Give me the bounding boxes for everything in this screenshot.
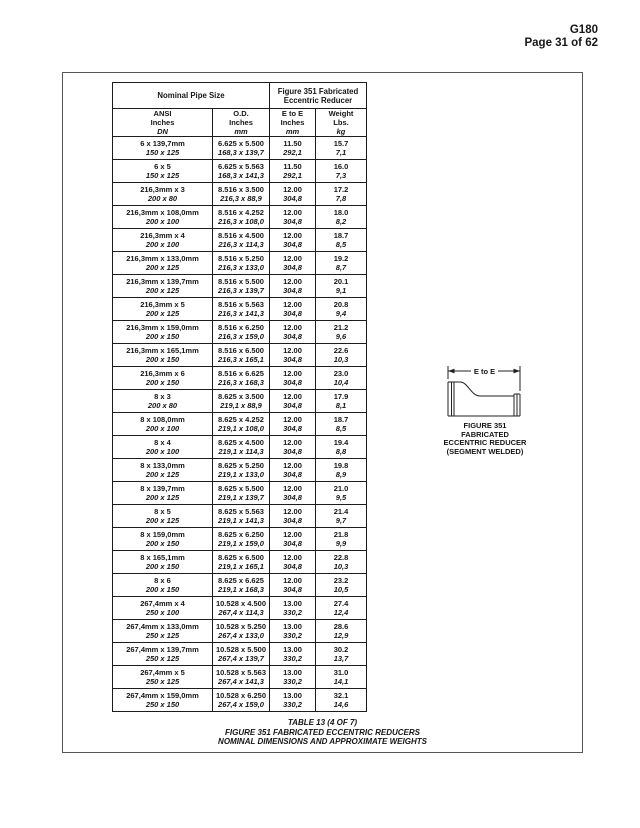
cell-weight: 31.0 14,1 [316, 666, 367, 689]
cell-e-to-e: 12.00 304,8 [270, 252, 316, 275]
cell-ansi-size: 216,3mm x 6 200 x 150 [113, 367, 213, 390]
table-caption-line1: TABLE 13 (4 OF 7) [287, 718, 358, 727]
table-row [113, 344, 367, 367]
table-row [113, 620, 367, 643]
cell-ansi-size: 216,3mm x 4 200 x 100 [113, 229, 213, 252]
table-row [113, 390, 367, 413]
cell-ansi-size: 8 x 139,7mm 200 x 125 [113, 482, 213, 505]
cell-e-to-e: 12.00 304,8 [270, 551, 316, 574]
cell-e-to-e: 12.00 304,8 [270, 344, 316, 367]
figure-caption-line2: FABRICATED [461, 429, 509, 439]
table-row [113, 643, 367, 666]
table-row [113, 321, 367, 344]
cell-ansi-size: 216,3mm x 3 200 x 80 [113, 183, 213, 206]
cell-weight: 32.1 14,6 [316, 689, 367, 712]
cell-e-to-e: 13.00 330,2 [270, 666, 316, 689]
cell-e-to-e: 12.00 304,8 [270, 298, 316, 321]
cell-e-to-e: 12.00 304,8 [270, 321, 316, 344]
cell-e-to-e: 12.00 304,8 [270, 413, 316, 436]
cell-e-to-e: 12.00 304,8 [270, 505, 316, 528]
cell-od: 8.625 x 6.250 219,1 x 159,0 [213, 528, 270, 551]
table-row [113, 528, 367, 551]
cell-ansi-size: 267,4mm x 159,0mm 250 x 150 [113, 689, 213, 712]
cell-od: 8.516 x 3.500 216,3 x 88,9 [213, 183, 270, 206]
cell-ansi-size: 8 x 3 200 x 80 [113, 390, 213, 413]
table-caption-line2: FIGURE 351 FABRICATED ECCENTRIC REDUCERS [225, 727, 420, 737]
cell-weight: 20.1 9,1 [316, 275, 367, 298]
cell-weight: 23.0 10,4 [316, 367, 367, 390]
table-row [113, 482, 367, 505]
cell-weight: 19.8 8,9 [316, 459, 367, 482]
cell-weight: 21.0 9,5 [316, 482, 367, 505]
col-header-e-to-e: E to E Inches mm [270, 109, 316, 137]
doc-code: G180 [569, 24, 598, 36]
group-header-nominal-pipe-size: Nominal Pipe Size [113, 83, 270, 109]
cell-weight: 15.7 7,1 [316, 137, 367, 160]
cell-weight: 21.2 9,6 [316, 321, 367, 344]
cell-ansi-size: 216,3mm x 159,0mm 200 x 150 [113, 321, 213, 344]
table-row [113, 367, 367, 390]
cell-od: 8.625 x 3.500 219,1 x 88,9 [213, 390, 270, 413]
cell-weight: 20.8 9,4 [316, 298, 367, 321]
cell-e-to-e: 12.00 304,8 [270, 436, 316, 459]
page-number-label: Page 31 of 62 [524, 37, 598, 49]
table-row [113, 298, 367, 321]
table-row [113, 574, 367, 597]
cell-ansi-size: 216,3mm x 5 200 x 125 [113, 298, 213, 321]
reducer-small-end [514, 394, 520, 416]
figure-caption-line1: FIGURE 351 [463, 421, 507, 430]
cell-weight: 28.6 12,9 [316, 620, 367, 643]
table-row [113, 459, 367, 482]
figure-caption-line3: ECCENTRIC REDUCER [443, 438, 527, 447]
cell-e-to-e: 13.00 330,2 [270, 597, 316, 620]
cell-od: 8.625 x 6.625 219,1 x 168,3 [213, 574, 270, 597]
cell-e-to-e: 12.00 304,8 [270, 183, 316, 206]
col-header-weight: Weight Lbs. kg [316, 109, 367, 137]
cell-weight: 30.2 13,7 [316, 643, 367, 666]
cell-weight: 19.2 8,7 [316, 252, 367, 275]
cell-od: 10.528 x 5.250 267,4 x 133,0 [213, 620, 270, 643]
cell-e-to-e: 12.00 304,8 [270, 390, 316, 413]
cell-ansi-size: 8 x 108,0mm 200 x 100 [113, 413, 213, 436]
table-row [113, 551, 367, 574]
cell-ansi-size: 267,4mm x 133,0mm 250 x 125 [113, 620, 213, 643]
cell-weight: 18.7 8,5 [316, 229, 367, 252]
cell-od: 8.516 x 4.252 216,3 x 108,0 [213, 206, 270, 229]
cell-ansi-size: 8 x 5 200 x 125 [113, 505, 213, 528]
table-body [113, 137, 367, 712]
cell-od: 8.516 x 5.563 216,3 x 141,3 [213, 298, 270, 321]
table-row [113, 597, 367, 620]
cell-e-to-e: 12.00 304,8 [270, 206, 316, 229]
cell-e-to-e: 11.50 292,1 [270, 137, 316, 160]
cell-od: 10.528 x 5.500 267,4 x 139,7 [213, 643, 270, 666]
column-header-row [113, 109, 367, 137]
table-row [113, 436, 367, 459]
cell-e-to-e: 12.00 304,8 [270, 229, 316, 252]
cell-ansi-size: 267,4mm x 4 250 x 100 [113, 597, 213, 620]
group-header-row [113, 83, 367, 109]
cell-ansi-size: 267,4mm x 5 250 x 125 [113, 666, 213, 689]
cell-od: 10.528 x 4.500 267,4 x 114,3 [213, 597, 270, 620]
cell-ansi-size: 8 x 6 200 x 150 [113, 574, 213, 597]
reducer-dimensions-table [112, 82, 367, 712]
cell-e-to-e: 12.00 304,8 [270, 482, 316, 505]
dim-arrow-right [514, 369, 521, 374]
reducer-large-end [448, 382, 454, 416]
cell-weight: 18.7 8,5 [316, 413, 367, 436]
table-row [113, 252, 367, 275]
cell-od: 8.516 x 6.250 216,3 x 159,0 [213, 321, 270, 344]
group-header-figure-351: Figure 351 Fabricated Eccentric Reducer [270, 83, 367, 109]
cell-od: 6.625 x 5.500 168,3 x 139,7 [213, 137, 270, 160]
figure-caption-line4: (SEGMENT WELDED) [446, 446, 524, 456]
table-caption [63, 718, 582, 747]
cell-weight: 17.9 8,1 [316, 390, 367, 413]
cell-od: 8.625 x 5.250 219,1 x 133,0 [213, 459, 270, 482]
cell-od: 6.625 x 5.563 168,3 x 141,3 [213, 160, 270, 183]
cell-e-to-e: 13.00 330,2 [270, 643, 316, 666]
cell-od: 10.528 x 5.563 267,4 x 141,3 [213, 666, 270, 689]
table-row [113, 275, 367, 298]
cell-ansi-size: 267,4mm x 139,7mm 250 x 125 [113, 643, 213, 666]
cell-ansi-size: 216,3mm x 139,7mm 200 x 125 [113, 275, 213, 298]
cell-ansi-size: 8 x 133,0mm 200 x 125 [113, 459, 213, 482]
cell-od: 8.625 x 4.500 219,1 x 114,3 [213, 436, 270, 459]
cell-weight: 17.2 7,8 [316, 183, 367, 206]
cell-weight: 22.8 10,3 [316, 551, 367, 574]
figure-351-block [429, 365, 541, 456]
cell-ansi-size: 6 x 5 150 x 125 [113, 160, 213, 183]
cell-e-to-e: 12.00 304,8 [270, 367, 316, 390]
cell-e-to-e: 13.00 330,2 [270, 689, 316, 712]
table-caption-line3: NOMINAL DIMENSIONS AND APPROXIMATE WEIGHTS [218, 737, 427, 746]
cell-od: 10.528 x 6.250 267,4 x 159,0 [213, 689, 270, 712]
content-frame [62, 72, 583, 753]
cell-ansi-size: 6 x 139,7mm 150 x 125 [113, 137, 213, 160]
page-header [524, 24, 598, 50]
cell-e-to-e: 12.00 304,8 [270, 574, 316, 597]
dim-arrow-left [448, 369, 455, 374]
cell-od: 8.625 x 5.563 219,1 x 141,3 [213, 505, 270, 528]
eccentric-reducer-diagram [445, 365, 525, 419]
cell-ansi-size: 216,3mm x 165,1mm 200 x 150 [113, 344, 213, 367]
cell-ansi-size: 216,3mm x 108,0mm 200 x 100 [113, 206, 213, 229]
cell-weight: 23.2 10,5 [316, 574, 367, 597]
col-header-ansi: ANSI Inches DN [113, 109, 213, 137]
cell-od: 8.516 x 5.500 216,3 x 139,7 [213, 275, 270, 298]
cell-weight: 18.0 8,2 [316, 206, 367, 229]
table-row [113, 137, 367, 160]
cell-od: 8.516 x 6.625 216,3 x 168,3 [213, 367, 270, 390]
cell-od: 8.625 x 5.500 219,1 x 139,7 [213, 482, 270, 505]
e-to-e-dimension-label: E to E [473, 367, 496, 376]
cell-ansi-size: 8 x 159,0mm 200 x 150 [113, 528, 213, 551]
cell-ansi-size: 8 x 165,1mm 200 x 150 [113, 551, 213, 574]
cell-od: 8.625 x 4.252 219,1 x 108,0 [213, 413, 270, 436]
cell-weight: 22.6 10,3 [316, 344, 367, 367]
cell-od: 8.516 x 5.250 216,3 x 133,0 [213, 252, 270, 275]
table-row [113, 689, 367, 712]
cell-weight: 21.8 9,9 [316, 528, 367, 551]
cell-e-to-e: 12.00 304,8 [270, 528, 316, 551]
table-header [113, 83, 367, 137]
cell-od: 8.625 x 6.500 219,1 x 165,1 [213, 551, 270, 574]
table-row [113, 183, 367, 206]
cell-weight: 21.4 9,7 [316, 505, 367, 528]
cell-od: 8.516 x 6.500 216,3 x 165,1 [213, 344, 270, 367]
cell-ansi-size: 8 x 4 200 x 100 [113, 436, 213, 459]
figure-caption [429, 422, 541, 456]
cell-weight: 27.4 12,4 [316, 597, 367, 620]
cell-e-to-e: 12.00 304,8 [270, 459, 316, 482]
table-row [113, 160, 367, 183]
cell-e-to-e: 13.00 330,2 [270, 620, 316, 643]
table-row [113, 413, 367, 436]
reducer-taper-profile [454, 382, 514, 396]
cell-e-to-e: 11.50 292,1 [270, 160, 316, 183]
cell-weight: 16.0 7,3 [316, 160, 367, 183]
table-row [113, 666, 367, 689]
table-row [113, 206, 367, 229]
cell-e-to-e: 12.00 304,8 [270, 275, 316, 298]
table-row [113, 505, 367, 528]
cell-weight: 19.4 8,8 [316, 436, 367, 459]
cell-ansi-size: 216,3mm x 133,0mm 200 x 125 [113, 252, 213, 275]
cell-od: 8.516 x 4.500 216,3 x 114,3 [213, 229, 270, 252]
col-header-od: O.D. Inches mm [213, 109, 270, 137]
table-row [113, 229, 367, 252]
